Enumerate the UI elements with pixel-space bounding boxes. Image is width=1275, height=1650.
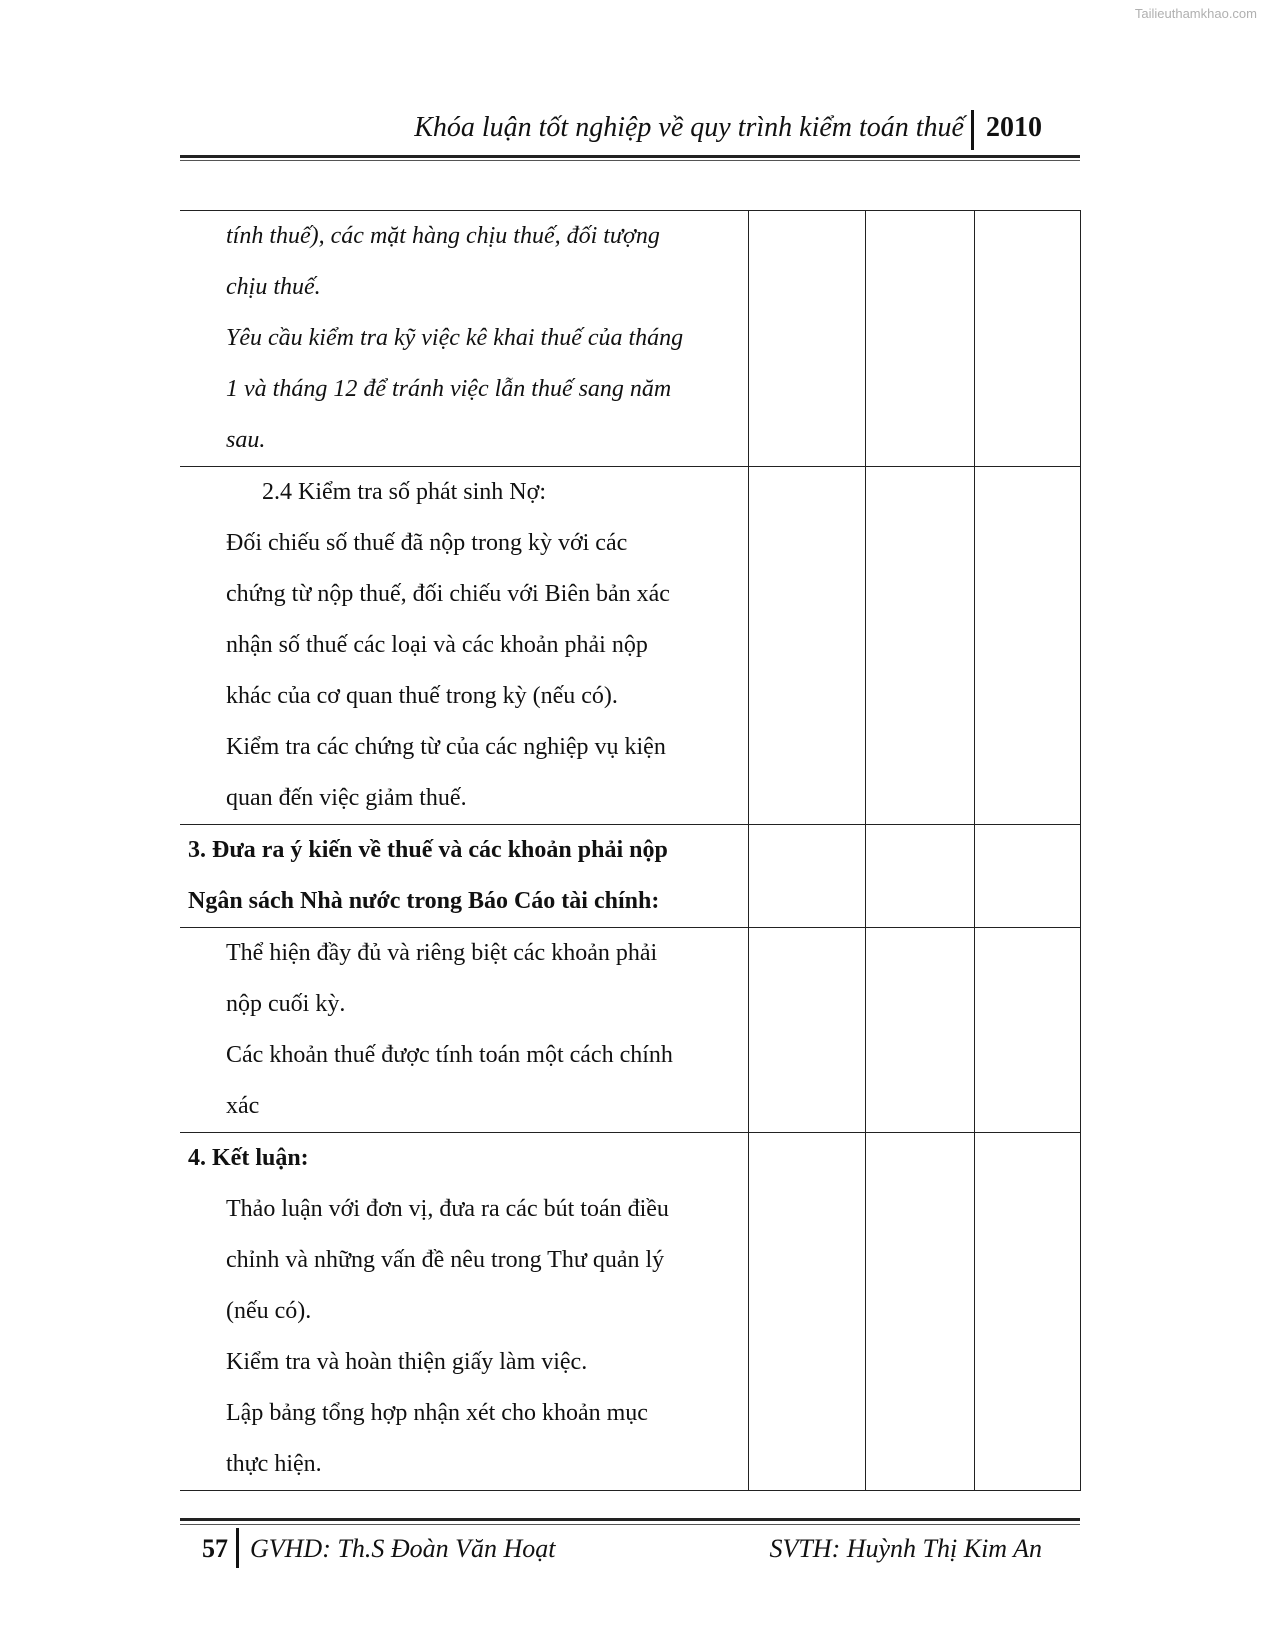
procedure-cell [180, 825, 748, 928]
empty-cell [865, 467, 974, 825]
text-line: Đối chiếu số thuế đã nộp trong kỳ với các [226, 530, 628, 556]
header-rule-thin [180, 160, 1080, 161]
procedure-cell [180, 467, 748, 825]
page-header [180, 108, 1080, 150]
empty-cell [865, 1133, 974, 1491]
text-line: Lập bảng tổng hợp nhận xét cho khoản mục [226, 1400, 648, 1426]
text-line: 1 và tháng 12 để tránh việc lẫn thuế sang năm [226, 376, 672, 402]
section-heading: Ngân sách Nhà nước trong Báo Cáo tài chính: [188, 888, 660, 914]
header-rule [180, 155, 1080, 158]
page-footer [180, 1526, 1080, 1568]
footer-divider [236, 1528, 239, 1568]
table-row [180, 928, 1080, 1133]
footer-rule [180, 1518, 1080, 1521]
table-row [180, 467, 1080, 825]
table-row [180, 825, 1080, 928]
text-line: Kiểm tra các chứng từ của các nghiệp vụ kiện [226, 734, 666, 760]
text-line: tính thuế), các mặt hàng chịu thuế, đối tượng [226, 223, 660, 249]
text-line: sau. [226, 427, 266, 453]
empty-cell [974, 467, 1080, 825]
section-heading: 4. Kết luận: [188, 1145, 309, 1171]
empty-cell [748, 211, 865, 467]
text-line: chứng từ nộp thuế, đối chiếu với Biên bản xác [226, 581, 670, 607]
empty-cell [865, 928, 974, 1133]
watermark: Tailieuthamkhao.com [1134, 6, 1257, 21]
audit-program-table [180, 210, 1081, 1491]
text-line: xác [226, 1093, 260, 1119]
header-year: 2010 [986, 112, 1042, 143]
text-line: nhận số thuế các loại và các khoản phải nộp [226, 632, 648, 658]
footer-rule-thin [180, 1524, 1080, 1525]
empty-cell [748, 825, 865, 928]
procedure-cell [180, 1133, 748, 1491]
text-line: Thảo luận với đơn vị, đưa ra các bút toán điều [226, 1196, 669, 1222]
text-line: nộp cuối kỳ. [226, 991, 346, 1017]
text-line: (nếu có). [226, 1298, 312, 1324]
empty-cell [748, 1133, 865, 1491]
text-line: khác của cơ quan thuế trong kỳ (nếu có). [226, 683, 618, 709]
section-heading: 3. Đưa ra ý kiến về thuế và các khoản phải nộp [188, 837, 668, 863]
text-line: Yêu cầu kiểm tra kỹ việc kê khai thuế của tháng [226, 325, 684, 351]
empty-cell [865, 211, 974, 467]
text-line: chịu thuế. [226, 274, 321, 300]
procedure-cell [180, 928, 748, 1133]
header-divider [971, 110, 974, 150]
text-line: chỉnh và những vấn đề nêu trong Thư quản lý [226, 1247, 665, 1273]
empty-cell [865, 825, 974, 928]
empty-cell [748, 467, 865, 825]
empty-cell [974, 1133, 1080, 1491]
procedure-cell [180, 211, 748, 467]
table-row [180, 211, 1080, 467]
empty-cell [974, 825, 1080, 928]
section-heading: 2.4 Kiểm tra số phát sinh Nợ: [262, 479, 546, 505]
text-line: thực hiện. [226, 1451, 322, 1477]
student-credit: SVTH: Huỳnh Thị Kim An [769, 1534, 1042, 1563]
page-number: 57 [202, 1534, 228, 1563]
table-row [180, 1133, 1080, 1491]
supervisor-credit: GVHD: Th.S Đoàn Văn Hoạt [250, 1534, 556, 1563]
text-line: quan đến việc giảm thuế. [226, 785, 467, 811]
text-line: Các khoản thuế được tính toán một cách chính [226, 1042, 673, 1068]
empty-cell [974, 211, 1080, 467]
header-title: Khóa luận tốt nghiệp về quy trình kiểm toán thuế [414, 112, 964, 143]
empty-cell [974, 928, 1080, 1133]
text-line: Thể hiện đầy đủ và riêng biệt các khoản phải [226, 940, 658, 966]
text-line: Kiểm tra và hoàn thiện giấy làm việc. [226, 1349, 588, 1375]
empty-cell [748, 928, 865, 1133]
